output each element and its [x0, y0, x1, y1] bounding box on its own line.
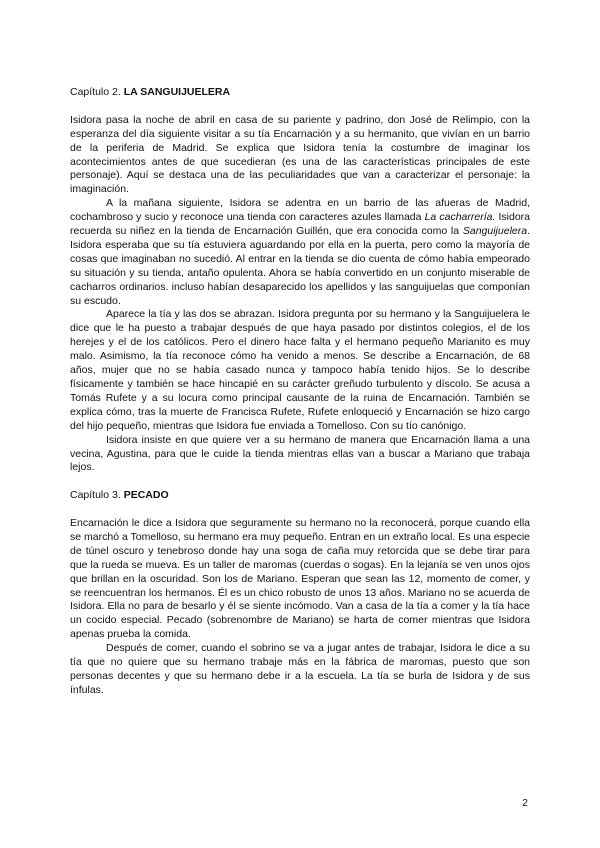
chapter-3-paragraph-2: Después de comer, cuando el sobrino se va a jugar antes de trabajar, Isidora le dice a su tía que no quiere que su hermano trabaje más en la fábrica de maromas, puesto que son personas decentes y que su hermano debe ir a la escuela. La tía se burla de Isidora y de sus ínfulas. [70, 642, 530, 696]
chapter-2-paragraph-4: Isidora insiste en que quiere ver a su hermano de manera que Encarnación llama a una vecina, Agustina, para que le cuide la tienda mientras ellas van a buscar a Mariano que trabaja lejos. [70, 433, 530, 474]
chapter-2-italic-nickname: Sanguijuelera [462, 225, 528, 238]
chapter-3-paragraph-1: Encarnación le dice a Isidora que seguramente su hermano no la reconocerá, porque cuando ella se marchó a Tomelloso, su hermano era muy pequeño. Entran en un extraño local. Es una especie de túnel oscuro y tenebroso donde hay una soga de caña muy retorcida que se debe tirar para que la rueda se mueva. Es un taller de maromas (cuerdas o sogas). En la lejanía se ven unos ojos que brillan en la oscuridad. Son los de Mariano. Esperan que sean las 12, momento de comer, y se reencuentran los hermanos. Él es un chico robusto de unos 13 años. Mariano no se acuerda de Isidora. Ella no para de besarlo y él se siente incómodo. Van a casa de la tía a comer y la tía hace un cocido especial. Pecado (sobrenombre de Mariano) se harta de comer mientras que Isidora apenas prueba la comida. [70, 517, 530, 641]
chapter-2-title: LA SANGUIJUELERA [123, 86, 231, 98]
chapter-2-paragraph-2-end: . Isidora esperaba que su tía estuviera aguardando por ella en la puerta, pero como la mayoría de cosas que imaginaban no sucedió. Al entrar en la tienda se dio cuenta de cómo había empeorado su situación y su tienda, antaño opulenta. Ahora se había convertido en un conjunto miserable de cacharros ordinarios. incluso habían desaparecido los apellidos y las sanguijuelas que componían su escudo. [70, 225, 530, 307]
document-page [70, 86, 530, 698]
chapter-2-paragraph-2-start: A la mañana siguiente, Isidora se adentra en un barrio de las afueras de Madrid, cochambroso y sucio y reconoce una tienda con caracteres azules llamada [70, 197, 530, 224]
chapter-3-heading [70, 489, 530, 503]
chapter-2-heading [70, 86, 530, 100]
chapter-2-label: Capítulo 2. [70, 86, 121, 98]
chapter-3-title: PECADO [123, 489, 169, 502]
chapter-2-paragraph-3: Aparece la tía y las dos se abrazan. Isidora pregunta por su hermano y la Sanguijuelera le dice que le ha puesto a trabajar después de que haya pasado por distintos colegios, el de los herejes y el de los católicos. Pero el dinero hace falta y el hermano pequeño Marianito es muy malo. Asimismo, la tía reconoce cómo ha venido a menos. Se describe a Encarnación, de 68 años, mujer que no se había casado nunca y tampoco había tenido hijos. Se lo describe físicamente y también se hace hincapié en su carácter greñudo turbulento y díscolo. Se acusa a Tomás Rufete y a su locura como principal causante de la ruina de Encarnación. También se explica cómo, tras la muerte de Francisca Rufete, Rufete enloqueció y Encarnación se hizo cargo del hijo pequeño, mientras que Isidora fue enviada a Tomelloso. Con su tío canónigo. [70, 308, 530, 432]
chapter-2-paragraph-2-middle: Isidora recuerda su niñez en la tienda de Encarnación Guillén, que era conocida como la [70, 211, 531, 238]
page-number: 2 [522, 797, 528, 809]
chapter-2-italic-shop-name: La cacharrería. [424, 211, 496, 224]
chapter-2-paragraph-2 [70, 197, 530, 308]
chapter-2-paragraph-1: Isidora pasa la noche de abril en casa de su pariente y padrino, don José de Relimpio, con la esperanza del día siguiente visitar a su tía Encarnación y a su hermanito, que vivían en un barrio de la periferia de Madrid. Se explica que Isidora tenía la costumbre de imaginar los acontecimientos antes de que sucedieran (es una de las características principales de este personaje). Aquí se destaca una de las peculiaridades que van a caracterizar el personaje: la imaginación. [70, 113, 530, 196]
chapter-3-label: Capítulo 3. [70, 489, 121, 502]
